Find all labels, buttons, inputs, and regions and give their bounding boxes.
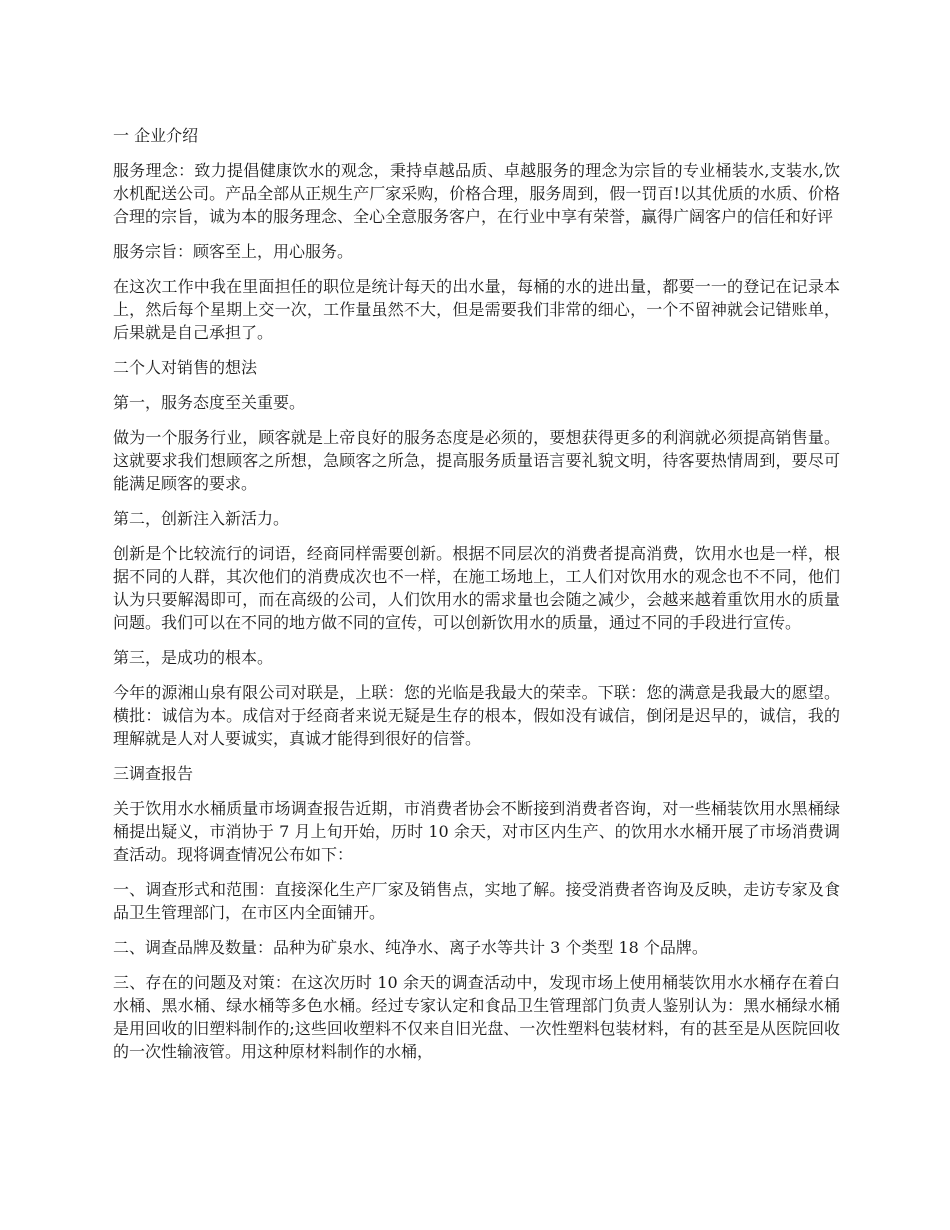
section-heading-sales-thoughts: 二个人对销售的想法: [113, 358, 258, 377]
paragraph-survey-issues: 三、存在的问题及对策：在这次历时 10 余天的调查活动中，发现市场上使用桶装饮用水水桶存在着白水桶、黑水桶、绿水桶等多色水桶。经过专家认定和食品卫生管理部门负责人鉴别认为：黑水桶绿水桶是用回收的旧塑料制作的;这些回收塑料不仅来自旧光盘、一次性塑料包装材料，有的甚至是从医院回收的一次性输液管。用这种原材料制作的水桶，: [113, 973, 840, 1061]
paragraph-work-duty: 在这次工作中我在里面担任的职位是统计每天的出水量，每桶的水的进出量，都要一一的登记在记录本上，然后每个星期上交一次，工作量虽然不大，但是需要我们非常的细心，一个不留神就会记错账单，后果就是自己承担了。: [113, 277, 840, 342]
point-heading-first: 第一，服务态度至关重要。: [113, 393, 306, 412]
paragraph-service-concept: 服务理念：致力提倡健康饮水的观念，秉持卓越品质、卓越服务的理念为宗旨的专业桶装水,支装水,饮水机配送公司。产品全部从正规生产厂家采购，价格合理，服务周到，假一罚百!以其优质的水质、价格合理的宗旨，诚为本的服务理念、全心全意服务客户，在行业中享有荣誉，赢得广阔客户的信任和好评: [113, 161, 840, 226]
paragraph-service-purpose: 服务宗旨：顾客至上，用心服务。: [113, 242, 354, 261]
point-heading-third: 第三，是成功的根本。: [113, 648, 274, 667]
paragraph-innovation: 创新是个比较流行的词语，经商同样需要创新。根据不同层次的消费者提高消费，饮用水也是一样，根据不同的人群，其次他们的消费成次也不一样，在施工场地上，工人们对饮用水的观念也不不同，他们认为只要解渴即可，而在高级的公司，人们饮用水的需求量也会随之减少，会越来越着重饮用水的质量问题。我们可以在不同的地方做不同的宣传，可以创新饮用水的质量，通过不同的手段进行宣传。: [113, 544, 840, 632]
point-heading-second: 第二，创新注入新活力。: [113, 509, 290, 528]
paragraph-survey-intro: 关于饮用水水桶质量市场调查报告近期，市消费者协会不断接到消费者咨询，对一些桶装饮用水黑桶绿桶提出疑义，市消协于 7 月上旬开始，历时 10 余天，对市区内生产、的饮用水水桶开展了市场消费调查活动。现将调查情况公布如下：: [113, 799, 840, 864]
paragraph-service-attitude: 做为一个服务行业，顾客就是上帝良好的服务态度是必须的，要想获得更多的利润就必须提高销售量。这就要求我们想顾客之所想，急顾客之所急，提高服务质量语言要礼貌文明，待客要热情周到，要尽可能满足顾客的要求。: [113, 428, 840, 493]
document-body: [113, 124, 840, 1075]
paragraph-survey-brands: 二、调查品牌及数量：品种为矿泉水、纯净水、离子水等共计 3 个类型 18 个品牌。: [113, 938, 708, 957]
section-heading-company-intro: 一 企业介绍: [113, 126, 199, 145]
section-heading-survey-report: 三调查报告: [113, 764, 194, 783]
paragraph-integrity: 今年的源湘山泉有限公司对联是，上联：您的光临是我最大的荣幸。下联：您的满意是我最大的愿望。横批：诚信为本。成信对于经商者来说无疑是生存的根本，假如没有诚信，倒闭是迟早的，诚信，我的理解就是人对人要诚实，真诚才能得到很好的信誉。: [113, 683, 840, 748]
paragraph-survey-scope: 一、调查形式和范围：直接深化生产厂家及销售点，实地了解。接受消费者咨询及反映，走访专家及食品卫生管理部门，在市区内全面铺开。: [113, 880, 840, 922]
